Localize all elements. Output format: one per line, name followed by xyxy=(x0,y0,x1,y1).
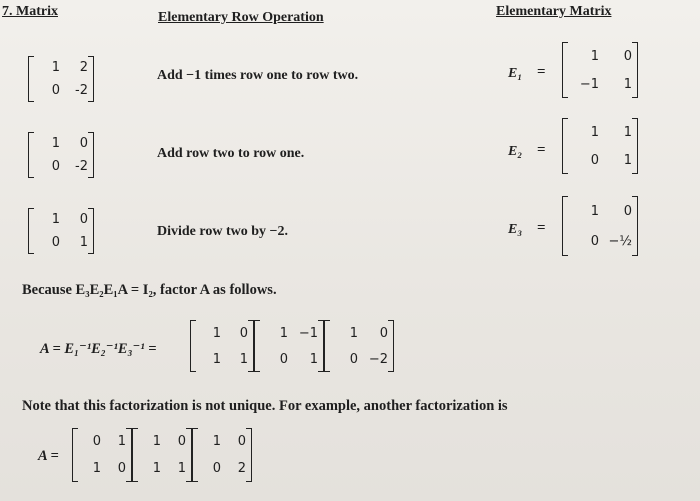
alt-matrix-1 xyxy=(72,428,132,482)
matrix-cell: 1 xyxy=(92,461,101,476)
factor-matrix-3 xyxy=(324,320,394,372)
row2-equals: = xyxy=(537,142,546,158)
matrix-cell: 0 xyxy=(51,159,60,174)
matrix-cell: 2 xyxy=(237,461,246,476)
matrix-cell: 0 xyxy=(79,136,88,151)
matrix-cell: 1 xyxy=(51,60,60,75)
matrix-cell: 0 xyxy=(92,434,101,449)
matrix-cell: −½ xyxy=(608,233,632,249)
matrix-cell: 0 xyxy=(590,233,599,249)
header-elementary-matrix: Elementary Matrix xyxy=(496,4,612,19)
matrix-cell: 0 xyxy=(623,203,632,219)
alt-matrix-3 xyxy=(192,428,252,482)
row2-operation: Add row two to row one. xyxy=(157,146,305,161)
row1-operation: Add −1 times row one to row two. xyxy=(157,68,359,83)
matrix-cell: 1 xyxy=(212,325,221,341)
matrix-cell: −1 xyxy=(298,325,318,341)
row3-operation: Divide row two by −2. xyxy=(157,224,288,239)
matrix-cell: 1 xyxy=(51,212,60,227)
matrix-cell: -2 xyxy=(75,83,88,98)
note-statement: Note that this factorization is not unique. For example, another factorization is xyxy=(22,398,508,414)
because-statement: Because E₃E₂E₁A = I₂, factor A as follows. xyxy=(22,282,277,298)
matrix-cell: 1 xyxy=(117,434,126,449)
matrix-cell: 0 xyxy=(590,152,599,168)
header-matrix: 7. Matrix xyxy=(2,4,58,19)
matrix-cell: -2 xyxy=(75,159,88,174)
row1-elementary-matrix xyxy=(562,42,638,98)
matrix-cell: 1 xyxy=(212,351,221,367)
row1-label: E₁ xyxy=(508,66,523,81)
matrix-cell: 0 xyxy=(51,83,60,98)
matrix-cell: 0 xyxy=(79,212,88,227)
alt-matrix-2 xyxy=(132,428,192,482)
matrix-cell: 0 xyxy=(177,434,186,449)
row2-matrix xyxy=(28,132,94,178)
matrix-cell: 1 xyxy=(51,136,60,151)
header-row-operation: Elementary Row Operation xyxy=(158,10,324,25)
matrix-cell: −1 xyxy=(579,76,599,92)
row3-equals: = xyxy=(537,220,546,236)
matrix-cell: 1 xyxy=(349,325,358,341)
factorization-lhs: A = E₁⁻¹E₂⁻¹E₃⁻¹ = xyxy=(40,341,157,357)
matrix-cell: 1 xyxy=(177,461,186,476)
alternate-lhs: A = xyxy=(38,448,59,464)
matrix-cell: 1 xyxy=(212,434,221,449)
matrix-cell: 1 xyxy=(590,124,599,140)
factor-matrix-2 xyxy=(254,320,324,372)
row1-equals: = xyxy=(537,64,546,80)
matrix-cell: 1 xyxy=(279,325,288,341)
matrix-cell: 1 xyxy=(309,351,318,367)
row2-elementary-matrix xyxy=(562,118,638,174)
matrix-cell: 0 xyxy=(379,325,388,341)
matrix-cell: 1 xyxy=(590,48,599,64)
matrix-cell: 0 xyxy=(623,48,632,64)
matrix-cell: 0 xyxy=(117,461,126,476)
row3-label: E₃ xyxy=(508,222,523,237)
row1-matrix xyxy=(28,56,94,102)
matrix-cell: 0 xyxy=(51,235,60,250)
matrix-cell: 1 xyxy=(623,124,632,140)
matrix-cell: 0 xyxy=(349,351,358,367)
matrix-cell: 1 xyxy=(590,203,599,219)
matrix-cell: 1 xyxy=(623,76,632,92)
row3-matrix xyxy=(28,208,94,254)
row3-elementary-matrix xyxy=(562,196,638,256)
matrix-cell: 0 xyxy=(212,461,221,476)
matrix-cell: 0 xyxy=(239,325,248,341)
matrix-cell: −2 xyxy=(368,351,388,367)
matrix-cell: 1 xyxy=(152,461,161,476)
matrix-cell: 0 xyxy=(237,434,246,449)
matrix-cell: 1 xyxy=(623,152,632,168)
factor-matrix-1 xyxy=(190,320,254,372)
matrix-cell: 1 xyxy=(239,351,248,367)
matrix-cell: 1 xyxy=(152,434,161,449)
matrix-cell: 2 xyxy=(79,60,88,75)
matrix-cell: 1 xyxy=(79,235,88,250)
matrix-cell: 0 xyxy=(279,351,288,367)
row2-label: E₂ xyxy=(508,144,523,159)
